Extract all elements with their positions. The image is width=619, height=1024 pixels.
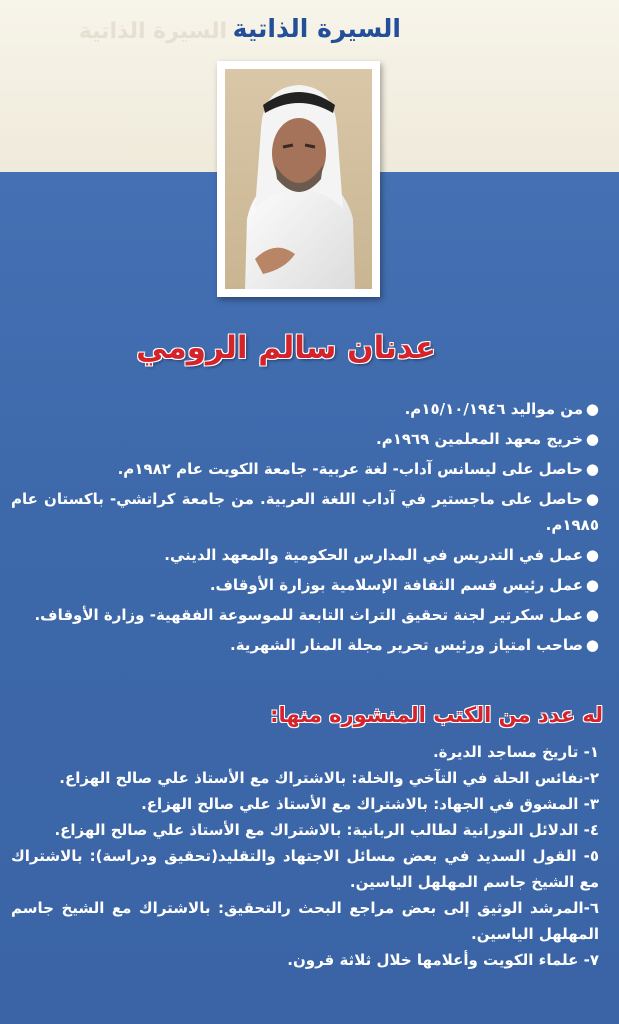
portrait-image [225,69,372,289]
bio-item: ●حاصل على ليسانس آداب- لغة عربية- جامعة الكويت عام ١٩٨٢م. [11,456,599,482]
book-item: ١- تاريخ مساجد الديرة. [432,743,599,761]
bullet-icon: ● [585,490,599,508]
book-item: ٢-نفائس الحلة في التآخي والخلة: بالاشتراك مع الأستاذ علي صالح الهزاع. [59,769,599,787]
portrait-photo [217,61,380,297]
person-name: عدنان سالم الرومي [136,330,436,366]
book-item: ٧- علماء الكويت وأعلامها خلال ثلاثة قرون. [287,951,599,969]
bullet-icon: ● [585,576,599,594]
bullet-icon: ● [585,606,599,624]
book-item: ٤- الدلائل النورانية لطالب الربانية: بالاشتراك مع الأستاذ علي صالح الهزاع. [54,821,599,839]
page-title: السيرة الذاتية [232,14,401,43]
bio-item: ●عمل رئيس قسم الثقافة الإسلامية بوزارة الأوقاف. [11,572,599,598]
bio-item: ●خريج معهد المعلمين ١٩٦٩م. [11,426,599,452]
header-title-shadow: السيرة الذاتية [78,19,227,44]
books-heading: له عدد من الكتب المنشوره منها: [270,703,603,727]
bio-item: ●عمل سكرتير لجنة تحقيق التراث التابعة للموسوعة الفقهية- وزارة الأوقاف. [11,602,599,628]
bullet-icon: ● [585,430,599,448]
bio-item: ●من مواليد ١٥/١٠/١٩٤٦م. [11,396,599,422]
bio-item: ●حاصل على ماجستير في آداب اللغة العربية. من جامعة كراتشي- باكستان عام ١٩٨٥م. [11,486,599,538]
book-item: ٣- المشوق في الجهاد: بالاشتراك مع الأستاذ علي صالح الهزاع. [141,795,599,813]
book-item: ٥- القول السديد في بعض مسائل الاجتهاد والتقليد(تحقيق ودراسة): بالاشتراك مع الشيخ جاسم المهلهل الياسين. [11,847,599,891]
bullet-icon: ● [585,460,599,478]
books-list [11,739,599,973]
bio-item: ●عمل في التدريس في المدارس الحكومية والمعهد الديني. [11,542,599,568]
bio-list [11,396,599,662]
bio-item: ●صاحب امتياز ورئيس تحرير مجلة المنار الشهرية. [11,632,599,658]
bullet-icon: ● [585,400,599,418]
book-item: ٦-المرشد الوثيق إلى بعض مراجع البحث رالتحقيق: بالاشتراك مع الشيخ جاسم المهلهل الياسين. [11,899,599,943]
bullet-icon: ● [585,636,599,654]
bullet-icon: ● [585,546,599,564]
